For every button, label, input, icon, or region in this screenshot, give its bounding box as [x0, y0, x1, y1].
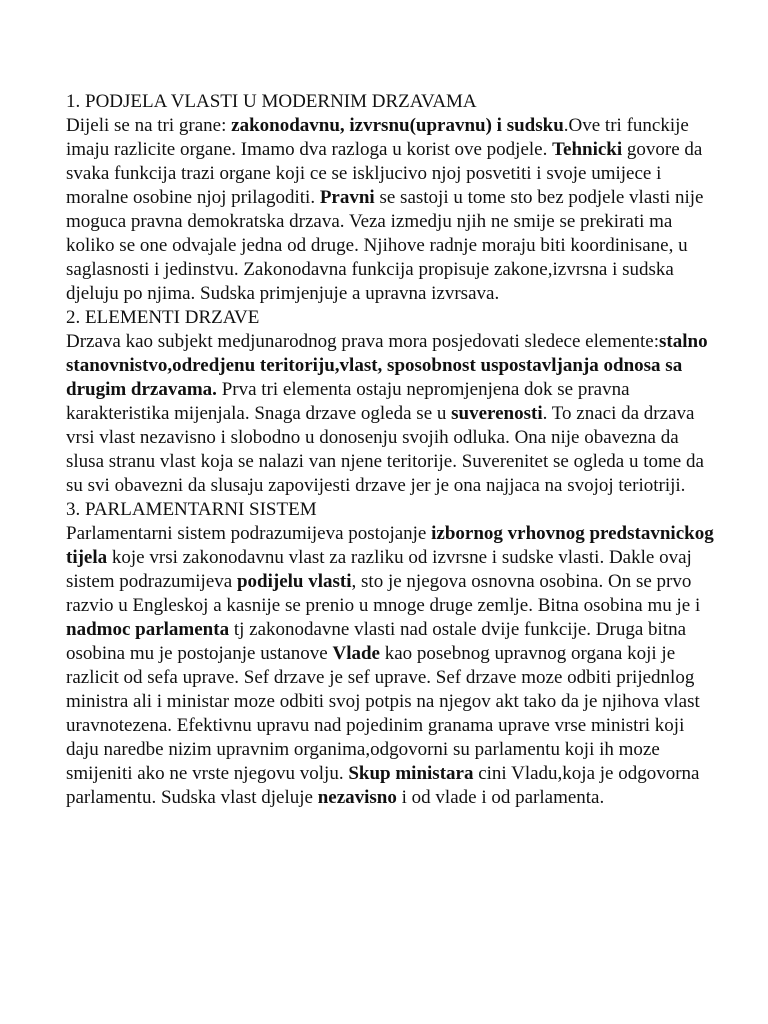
text-run: Prva tri elementa ostaju nepromjenjena dok se pravna karakteristika mijenjala. Snaga drzave ogleda se u — [66, 379, 630, 424]
bold-text-run: Tehnicki — [552, 139, 623, 160]
text-run: tj zakonodavne vlasti nad ostale dvije funkcije. Druga bitna osobina mu je postojanje ustanove — [66, 619, 686, 664]
text-run: Parlamentarni sistem podrazumijeva postojanje — [66, 523, 432, 544]
section-parlamentarni-sistem — [66, 498, 716, 810]
text-run: kao posebnog upravnog organa koji je razlicit od sefa uprave. Sef drzave je sef uprave. Sef drzave moze odbiti prijednlog ministra ali i ministar moze odbiti svoj potpis na njegov akt tako da je njihova vlast uravnotezena. Efektivnu upravu nad pojedinim granama uprave vrse ministri koji daju naredbe nizim upravnim organima,odgovorni su parlamentu koji ih moze smijeniti ako ne vrste njegovu volju. — [66, 643, 700, 784]
section-heading: 1. PODJELA VLASTI U MODERNIM DRZAVAMA — [66, 91, 477, 112]
section-podjela-vlasti — [66, 90, 716, 306]
bold-text-run: suverenosti — [451, 403, 543, 424]
bold-text-run: zakonodavnu, izvrsnu(upravnu) i sudsku — [231, 115, 564, 136]
text-run: se sastoji u tome sto bez podjele vlasti nije moguca pravna demokratska drzava. Veza izmedju njih ne smije se prekirati ma koliko se one odvajale jedna od druge. Njihove radnje moraju biti koordinisane, u saglasnosti i jedinstvu. Zakonodavna funkcija propisuje zakone,izvrsna i sudska djeluju po njima. Sudska primjenjuje a upravna izvrsava. — [66, 187, 704, 304]
text-run: koje vrsi zakonodavnu vlast za razliku od izvrsne i sudske vlasti. Dakle ovaj sistem podrazumijeva — [66, 547, 692, 592]
text-run: . To znaci da drzava vrsi vlast nezavisno i slobodno u donosenju svojih odluka. Ona nije obavezna da slusa stranu vlast koja se nalazi van njene teritorije. Suverenitet se ogleda u tome da su svi obavezni da slusaju zapovijesti drzave jer je ona najjaca na svojoj teriotriji. — [66, 403, 704, 496]
text-run: govore da svaka funkcija trazi organe koji ce se iskljucivo njoj posvetiti i svoje umijece i moralne osobine njoj prilagoditi. — [66, 139, 703, 208]
bold-text-run: nadmoc parlamenta — [66, 619, 230, 640]
bold-text-run: stalno stanovnistvo,odredjenu teritoriju,vlast, sposobnost uspostavljanja odnosa sa drugim drzavama. — [66, 331, 708, 400]
bold-text-run: nezavisno — [317, 787, 397, 808]
text-run: Dijeli se na tri grane: — [66, 115, 232, 136]
text-run: i od vlade i od parlamenta. — [396, 787, 605, 808]
section-elementi-drzave — [66, 306, 716, 498]
section-heading: 2. ELEMENTI DRZAVE — [66, 307, 260, 328]
text-run: Drzava kao subjekt medjunarodnog prava mora posjedovati sledece elemente: — [66, 331, 659, 352]
section-body — [66, 114, 716, 306]
section-heading: 3. PARLAMENTARNI SISTEM — [66, 499, 317, 520]
text-run: , sto je njegova osnovna osobina. On se prvo razvio u Engleskoj a kasnije se prenio u mnoge druge zemlje. Bitna osobina mu je i — [66, 571, 701, 616]
bold-text-run: Vlade — [332, 643, 380, 664]
bold-text-run: Pravni — [319, 187, 375, 208]
bold-text-run: Skup ministara — [348, 763, 474, 784]
section-body — [66, 330, 716, 498]
bold-text-run: podijelu vlasti — [236, 571, 352, 592]
document-page — [66, 90, 716, 810]
text-run: .Ove tri funckije imaju razlicite organe. Imamo dva razloga u korist ove podjele. — [66, 115, 689, 160]
text-run: cini Vladu,koja je odgovorna parlamentu. Sudska vlast djeluje — [66, 763, 700, 808]
section-body — [66, 522, 716, 810]
bold-text-run: izbornog vrhovnog predstavnickog tijela — [66, 523, 714, 568]
